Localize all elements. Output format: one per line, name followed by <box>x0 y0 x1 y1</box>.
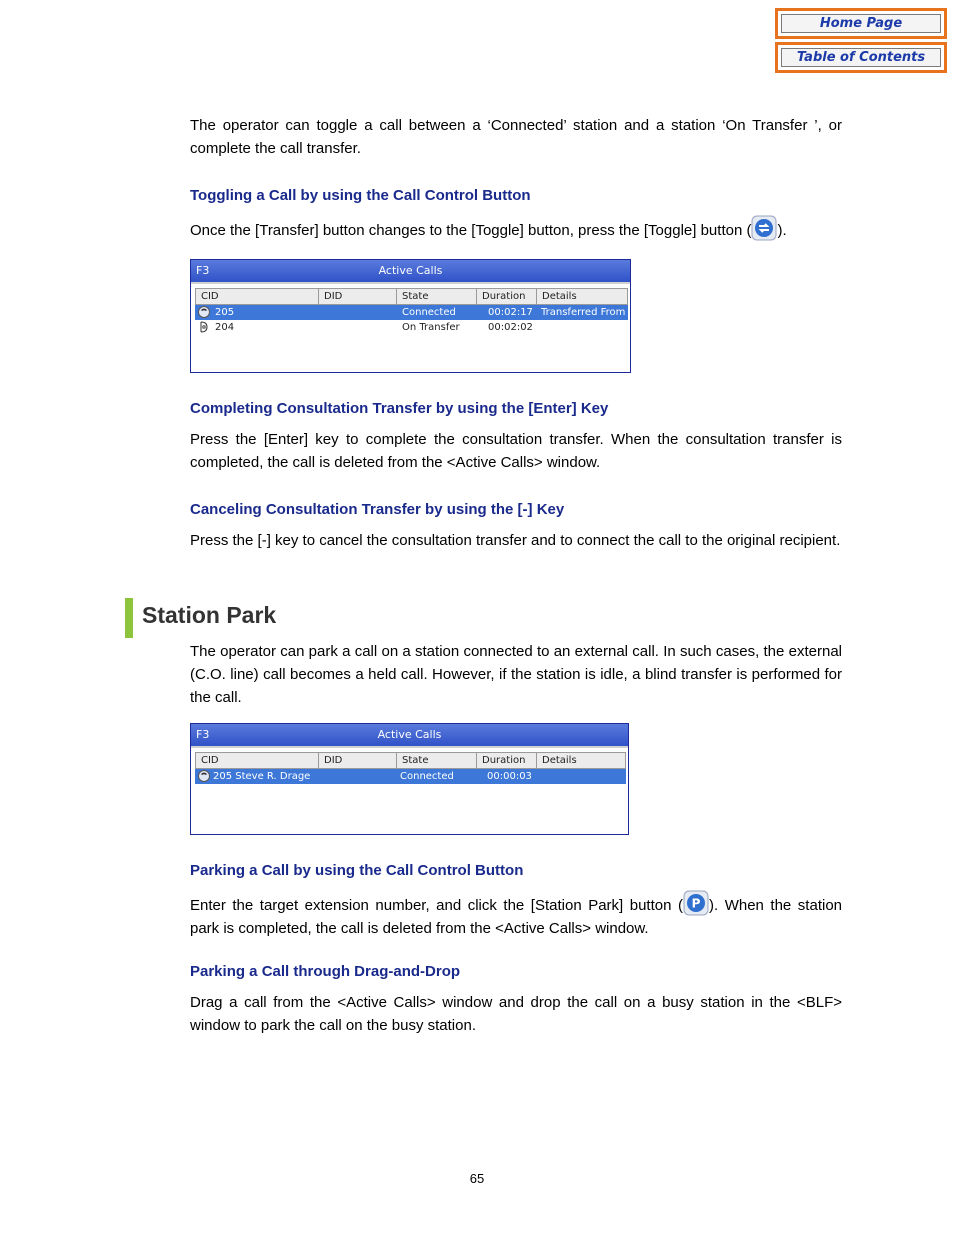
call-row[interactable] <box>195 769 626 784</box>
call-row[interactable] <box>195 305 628 320</box>
call-row[interactable] <box>195 320 628 335</box>
column-header-did[interactable]: DID <box>319 753 397 768</box>
active-calls-window-park <box>190 723 629 835</box>
transfer-phone-icon <box>198 321 210 333</box>
svg-text:P: P <box>691 896 701 911</box>
park-button-paragraph <box>190 890 842 940</box>
call-state: On Transfer <box>402 322 460 333</box>
complete-transfer-paragraph: Press the [Enter] key to complete the consultation transfer. When the consultation transfer is completed, the call is deleted from the <Active Calls> window. <box>190 431 842 471</box>
column-header-cid[interactable]: CID <box>196 289 319 304</box>
call-state: Connected <box>400 771 454 782</box>
phone-icon <box>198 770 210 782</box>
column-header-details[interactable]: Details <box>542 291 577 302</box>
toggle-call-subheading: Toggling a Call by using the Call Control Button <box>190 187 531 204</box>
complete-transfer-subheading: Completing Consultation Transfer by using the [Enter] Key <box>190 400 609 417</box>
column-header-duration[interactable]: Duration <box>477 753 537 768</box>
table-of-contents-button[interactable] <box>775 42 947 73</box>
call-duration: 00:00:03 <box>487 771 532 782</box>
heading-accent-bar <box>125 598 133 638</box>
window-title: Active Calls <box>378 264 443 277</box>
column-header-duration[interactable]: Duration <box>477 289 537 304</box>
toggle-text-before: Once the [Transfer] button changes to the [Toggle] button, press the [Toggle] button ( <box>190 222 752 239</box>
station-park-title: Station Park <box>142 602 277 628</box>
column-header-did[interactable]: DID <box>319 289 397 304</box>
window-title-bar <box>191 260 630 284</box>
station-park-button-icon <box>683 890 709 916</box>
call-cid: 205 <box>215 307 235 318</box>
cancel-transfer-subheading: Canceling Consultation Transfer by using the [-] Key <box>190 501 565 518</box>
call-details: Transferred From <box>541 307 626 318</box>
column-header-cid[interactable]: CID <box>196 753 319 768</box>
call-duration: 00:02:02 <box>488 322 533 333</box>
window-fkey: F3 <box>196 264 210 277</box>
toggle-call-paragraph <box>190 215 842 242</box>
active-calls-window-toggle <box>190 259 631 373</box>
home-page-button[interactable] <box>775 8 947 39</box>
park-text-before: Enter the target extension number, and click the [Station Park] button ( <box>190 897 683 914</box>
window-title: Active Calls <box>377 728 442 741</box>
station-park-paragraph: The operator can park a call on a station connected to an external call. In such cases, the external (C.O. line) call becomes a held call. However, if the station is idle, a blind transfer is performed for the call. <box>190 643 842 706</box>
call-cid: 204 <box>215 322 235 333</box>
phone-icon <box>198 306 210 318</box>
column-header-details[interactable]: Details <box>542 755 577 766</box>
park-text-after: ). When the station park is completed, the call is deleted from the <Active Calls> window. <box>190 897 843 937</box>
column-header-row <box>195 288 628 305</box>
window-title-bar <box>191 724 628 748</box>
table-of-contents-label: Table of Contents <box>781 48 941 67</box>
toggle-text-after: ). <box>777 222 787 239</box>
call-state: Connected <box>402 307 456 318</box>
cancel-transfer-paragraph: Press the [-] key to cancel the consultation transfer and to connect the call to the original recipient. <box>190 532 841 549</box>
call-cid: 205 Steve R. Drage <box>213 771 311 782</box>
drag-drop-subheading: Parking a Call through Drag-and-Drop <box>190 963 461 980</box>
drag-drop-paragraph: Drag a call from the <Active Calls> window and drop the call on a busy station in the <BLF> window to park the call on the busy station. <box>190 994 842 1034</box>
column-header-state[interactable]: State <box>397 753 477 768</box>
call-duration: 00:02:17 <box>488 307 533 318</box>
column-header-state[interactable]: State <box>397 289 477 304</box>
window-fkey: F3 <box>196 728 210 741</box>
home-page-label: Home Page <box>781 14 941 33</box>
page-number: 65 <box>469 1171 485 1186</box>
column-header-row <box>195 752 626 769</box>
park-button-subheading: Parking a Call by using the Call Control Button <box>190 862 524 879</box>
toggle-button-icon <box>751 215 777 241</box>
intro-paragraph: The operator can toggle a call between a ‘Connected’ station and a station ‘On Transfer ’, or complete the call transfer. <box>190 117 842 157</box>
